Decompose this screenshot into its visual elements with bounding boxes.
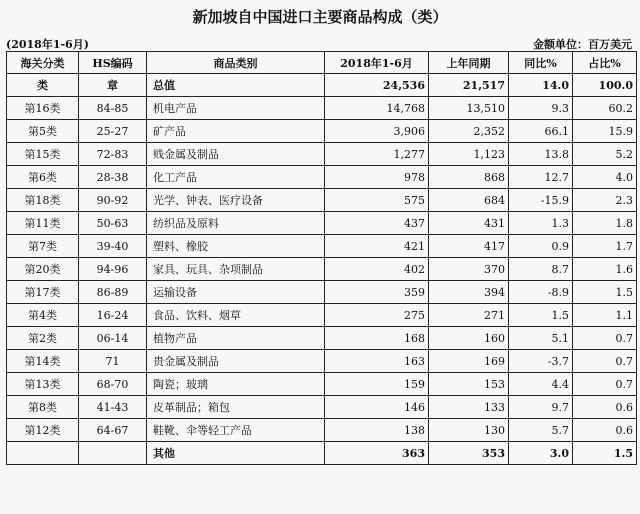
total-current: 24,536: [325, 74, 429, 97]
yoy-cell: 0.9: [509, 235, 573, 258]
page-title: 新加坡自中国进口主要商品构成（类）: [192, 8, 448, 26]
hs-cell: 25-27: [79, 120, 147, 143]
period-label: (2018年1-6月): [6, 38, 89, 51]
current-cell: 138: [325, 419, 429, 442]
other-class-cell: [7, 442, 79, 465]
total-row: [7, 74, 637, 97]
previous-cell: 370: [429, 258, 509, 281]
previous-cell: 394: [429, 281, 509, 304]
category-cell: 运输设备: [147, 281, 325, 304]
hs-cell: 50-63: [79, 212, 147, 235]
table-row: [7, 327, 637, 350]
yoy-cell: -15.9: [509, 189, 573, 212]
table-row: [7, 212, 637, 235]
previous-cell: 431: [429, 212, 509, 235]
class-cell: 第6类: [7, 166, 79, 189]
share-cell: 15.9: [573, 120, 637, 143]
class-cell: 第15类: [7, 143, 79, 166]
previous-cell: 160: [429, 327, 509, 350]
current-cell: 437: [325, 212, 429, 235]
hs-cell: 39-40: [79, 235, 147, 258]
class-cell: 第5类: [7, 120, 79, 143]
share-cell: 1.8: [573, 212, 637, 235]
class-cell: 第8类: [7, 396, 79, 419]
import-composition-table: [6, 51, 637, 465]
current-cell: 3,906: [325, 120, 429, 143]
yoy-cell: -3.7: [509, 350, 573, 373]
share-cell: 0.7: [573, 327, 637, 350]
share-cell: 1.1: [573, 304, 637, 327]
hs-cell: 06-14: [79, 327, 147, 350]
yoy-cell: 1.5: [509, 304, 573, 327]
yoy-cell: 9.3: [509, 97, 573, 120]
previous-cell: 2,352: [429, 120, 509, 143]
col-header-category: 商品类别: [147, 52, 325, 74]
other-label: 其他: [147, 442, 325, 465]
share-cell: 5.2: [573, 143, 637, 166]
previous-cell: 133: [429, 396, 509, 419]
hs-cell: 16-24: [79, 304, 147, 327]
class-cell: 第16类: [7, 97, 79, 120]
category-cell: 光学、钟表、医疗设备: [147, 189, 325, 212]
table-row: [7, 143, 637, 166]
total-yoy: 14.0: [509, 74, 573, 97]
col-header-yoy: 同比%: [509, 52, 573, 74]
category-cell: 食品、饮料、烟草: [147, 304, 325, 327]
share-cell: 0.6: [573, 419, 637, 442]
total-label: 总值: [147, 74, 325, 97]
share-cell: 0.7: [573, 350, 637, 373]
class-cell: 第13类: [7, 373, 79, 396]
table-row: [7, 373, 637, 396]
share-cell: 0.6: [573, 396, 637, 419]
table-row: [7, 281, 637, 304]
current-cell: 421: [325, 235, 429, 258]
previous-cell: 868: [429, 166, 509, 189]
other-row: [7, 442, 637, 465]
share-cell: 2.3: [573, 189, 637, 212]
class-cell: 第7类: [7, 235, 79, 258]
col-header-previous: 上年同期: [429, 52, 509, 74]
class-cell: 第18类: [7, 189, 79, 212]
table-row: [7, 396, 637, 419]
col-header-current: 2018年1-6月: [325, 52, 429, 74]
yoy-cell: 66.1: [509, 120, 573, 143]
hs-cell: 94-96: [79, 258, 147, 281]
hs-cell: 86-89: [79, 281, 147, 304]
yoy-cell: 1.3: [509, 212, 573, 235]
table-row: [7, 258, 637, 281]
category-cell: 贵金属及制品: [147, 350, 325, 373]
category-cell: 贱金属及制品: [147, 143, 325, 166]
hs-cell: 28-38: [79, 166, 147, 189]
class-cell: 第11类: [7, 212, 79, 235]
category-cell: 矿产品: [147, 120, 325, 143]
previous-cell: 13,510: [429, 97, 509, 120]
current-cell: 402: [325, 258, 429, 281]
yoy-cell: 9.7: [509, 396, 573, 419]
class-cell: 第14类: [7, 350, 79, 373]
other-current: 363: [325, 442, 429, 465]
previous-cell: 684: [429, 189, 509, 212]
yoy-cell: 12.7: [509, 166, 573, 189]
table-body: [7, 97, 637, 442]
share-cell: 60.2: [573, 97, 637, 120]
current-cell: 163: [325, 350, 429, 373]
category-cell: 塑料、橡胶: [147, 235, 325, 258]
share-cell: 1.6: [573, 258, 637, 281]
col-header-class: 海关分类: [7, 52, 79, 74]
category-cell: 皮革制品；箱包: [147, 396, 325, 419]
table-row: [7, 350, 637, 373]
table-row: [7, 235, 637, 258]
current-cell: 146: [325, 396, 429, 419]
hs-cell: 90-92: [79, 189, 147, 212]
yoy-cell: 13.8: [509, 143, 573, 166]
class-cell: 第20类: [7, 258, 79, 281]
yoy-cell: 5.1: [509, 327, 573, 350]
class-cell: 第2类: [7, 327, 79, 350]
previous-cell: 169: [429, 350, 509, 373]
current-cell: 14,768: [325, 97, 429, 120]
current-cell: 359: [325, 281, 429, 304]
category-cell: 鞋靴、伞等轻工产品: [147, 419, 325, 442]
current-cell: 168: [325, 327, 429, 350]
share-cell: 0.7: [573, 373, 637, 396]
hs-cell: 71: [79, 350, 147, 373]
yoy-cell: -8.9: [509, 281, 573, 304]
share-cell: 1.5: [573, 281, 637, 304]
category-cell: 植物产品: [147, 327, 325, 350]
category-cell: 化工产品: [147, 166, 325, 189]
table-row: [7, 166, 637, 189]
current-cell: 1,277: [325, 143, 429, 166]
header-chapter-unit: 章: [79, 74, 147, 97]
category-cell: 陶瓷；玻璃: [147, 373, 325, 396]
other-previous: 353: [429, 442, 509, 465]
unit-label: 金额单位：百万美元: [533, 38, 632, 51]
table-row: [7, 419, 637, 442]
hs-cell: 41-43: [79, 396, 147, 419]
table-row: [7, 304, 637, 327]
hs-cell: 64-67: [79, 419, 147, 442]
category-cell: 家具、玩具、杂项制品: [147, 258, 325, 281]
previous-cell: 130: [429, 419, 509, 442]
current-cell: 978: [325, 166, 429, 189]
col-header-hs: HS编码: [79, 52, 147, 74]
class-cell: 第4类: [7, 304, 79, 327]
current-cell: 159: [325, 373, 429, 396]
hs-cell: 84-85: [79, 97, 147, 120]
header-row: [7, 52, 637, 74]
other-hs-cell: [79, 442, 147, 465]
header-class-unit: 类: [7, 74, 79, 97]
table-row: [7, 189, 637, 212]
total-share: 100.0: [573, 74, 637, 97]
class-cell: 第17类: [7, 281, 79, 304]
category-cell: 机电产品: [147, 97, 325, 120]
current-cell: 275: [325, 304, 429, 327]
previous-cell: 417: [429, 235, 509, 258]
previous-cell: 153: [429, 373, 509, 396]
hs-cell: 72-83: [79, 143, 147, 166]
previous-cell: 271: [429, 304, 509, 327]
category-cell: 纺织品及原料: [147, 212, 325, 235]
col-header-share: 占比%: [573, 52, 637, 74]
table-row: [7, 120, 637, 143]
hs-cell: 68-70: [79, 373, 147, 396]
table-row: [7, 97, 637, 120]
previous-cell: 1,123: [429, 143, 509, 166]
other-share: 1.5: [573, 442, 637, 465]
share-cell: 1.7: [573, 235, 637, 258]
share-cell: 4.0: [573, 166, 637, 189]
yoy-cell: 4.4: [509, 373, 573, 396]
yoy-cell: 5.7: [509, 419, 573, 442]
current-cell: 575: [325, 189, 429, 212]
class-cell: 第12类: [7, 419, 79, 442]
total-previous: 21,517: [429, 74, 509, 97]
other-yoy: 3.0: [509, 442, 573, 465]
yoy-cell: 8.7: [509, 258, 573, 281]
